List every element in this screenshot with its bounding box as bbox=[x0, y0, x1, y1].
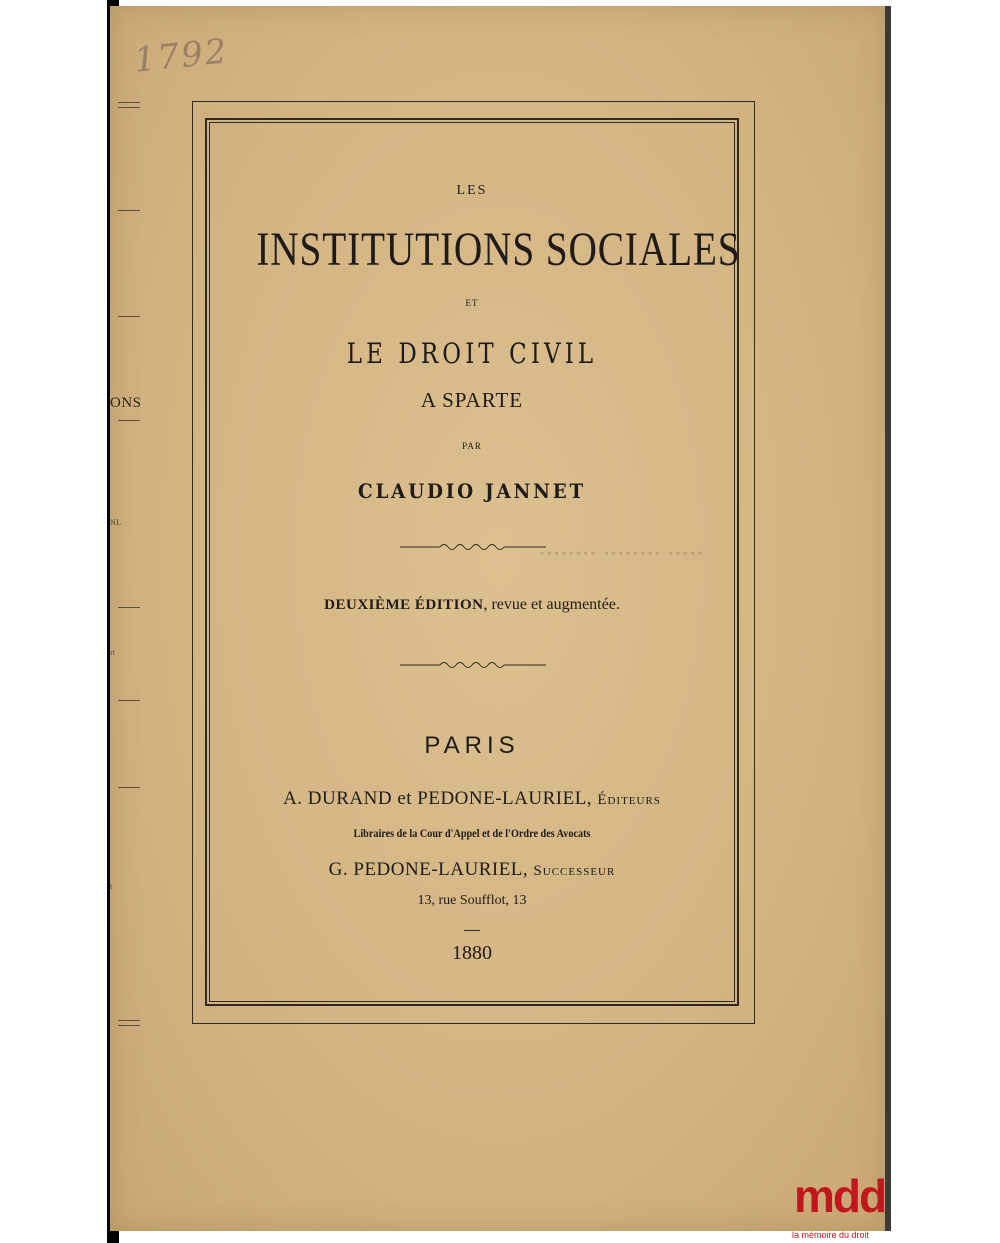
ornament-divider bbox=[400, 658, 546, 672]
successor-role: Successeur bbox=[533, 863, 616, 879]
spine-rule bbox=[118, 700, 140, 701]
author-name: CLAUDIO JANNET bbox=[358, 479, 586, 503]
ornament-divider bbox=[400, 540, 546, 554]
spine-rule bbox=[118, 787, 140, 788]
title-conjunction: ET bbox=[465, 298, 479, 308]
publisher-line-1 bbox=[209, 788, 735, 810]
edition-rest: , revue et augmentée. bbox=[483, 596, 620, 613]
show-through-text: ▪▪▪▪▪▪▪▪ ▪▪▪▪▪▪▪▪ ▪▪▪▪▪ bbox=[540, 546, 705, 560]
publisher-names: A. DURAND et PEDONE-LAURIEL, bbox=[283, 788, 598, 809]
separator-dash bbox=[464, 930, 480, 931]
title-prefix: LES bbox=[456, 183, 488, 198]
spine-fragment: NL bbox=[110, 518, 122, 527]
main-title: INSTITUTIONS SOCIALES bbox=[256, 223, 741, 276]
spine-rule bbox=[118, 316, 140, 317]
handwritten-note: 1792 bbox=[132, 31, 231, 81]
spine-fragment: ıt bbox=[110, 648, 116, 657]
publication-year: 1880 bbox=[452, 942, 492, 964]
subtitle-line-1: LE DROIT CIVIL bbox=[346, 337, 598, 370]
edition-caps: DEUXIÈME ÉDITION bbox=[324, 597, 484, 613]
publisher-role: Éditeurs bbox=[597, 792, 661, 808]
publication-city: PARIS bbox=[424, 732, 520, 759]
publisher-line-2: Libraires de la Cour d'Appel et de l'Ordre des Avocats bbox=[353, 826, 591, 840]
spine-title-fragment: ONS bbox=[110, 395, 142, 411]
spine-strip bbox=[110, 90, 140, 1040]
mdd-logo: mdd bbox=[794, 1170, 886, 1222]
spine-rule bbox=[118, 1020, 140, 1026]
publisher-line-3 bbox=[209, 859, 735, 881]
spine-rule bbox=[118, 420, 140, 421]
spine-fragment: t bbox=[110, 882, 113, 891]
by-label: PAR bbox=[462, 441, 482, 451]
publisher-address: 13, rue Soufflot, 13 bbox=[417, 893, 527, 908]
edition-line bbox=[209, 596, 735, 614]
spine-rule bbox=[118, 210, 140, 211]
successor-name: G. PEDONE-LAURIEL, bbox=[328, 859, 534, 880]
subtitle-line-2: A SPARTE bbox=[420, 388, 524, 412]
cover-right-edge bbox=[885, 6, 891, 1231]
spine-rule bbox=[118, 102, 140, 108]
spine-rule bbox=[118, 607, 140, 608]
mdd-logo-subtitle: la mémoire du droit bbox=[792, 1230, 870, 1240]
